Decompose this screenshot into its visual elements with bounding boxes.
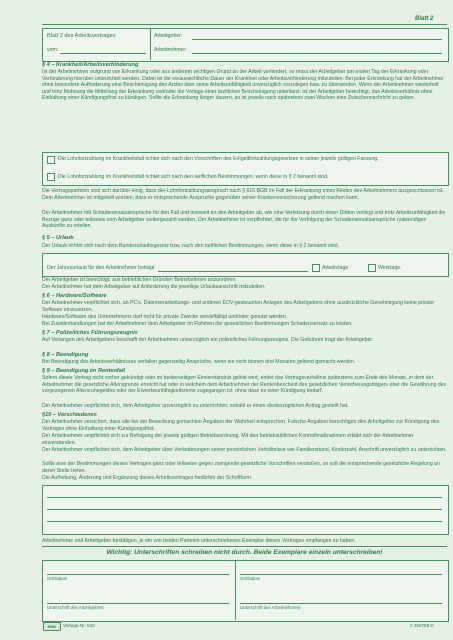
option-entgeltfortzahlung-checkbox[interactable]	[47, 156, 55, 164]
section-10-p3: Der Arbeitnehmer verpflichtet sich, dem Arbeitgeber über Veränderungen seiner persönlichen Verhältnisse wie Familienstand, Kinderzahl, Anschrift unverzüglich zu unterrichten.	[42, 447, 447, 453]
jahresurlaub-label: Der Jahresurlaub für den Arbeitnehmer beträgt	[47, 265, 155, 271]
option-tariflich-checkbox[interactable]	[47, 173, 55, 181]
arbeitstage-checkbox[interactable]	[312, 264, 320, 272]
section-7-heading: § 7 – Polizeiliches Führungszeugnis	[42, 330, 138, 336]
additional-agreements-box[interactable]	[42, 485, 449, 535]
additional-line-3	[47, 521, 442, 522]
werktage-checkbox[interactable]	[368, 264, 376, 272]
verlag-number: Verlags-Nr. 542	[63, 623, 95, 628]
ort-datum-ag-field[interactable]	[47, 574, 229, 575]
section-8-heading: § 8 – Beendigung	[42, 352, 89, 358]
publisher-logo	[43, 622, 61, 631]
top-rule	[42, 24, 447, 25]
section-5-p2: Der Arbeitgeber ist berechtigt, aus betrieblichen Gründen Betriebsferien anzuordnen.	[42, 277, 237, 283]
signature-an-label: Unterschrift des Arbeitnehmers	[240, 605, 301, 610]
ort-datum-an-label: Ort/Datum	[240, 576, 261, 581]
arbeitgeber-field[interactable]	[192, 39, 442, 40]
section-4-p2: Die Vertragsparteien sind sich darüber einig, dass der Lohnfortzahlungsanspruch nach § 616 BGB im Fall der Erkrankung eines Kindes des Arbeitnehmers ausgeschlossen ist. Dem Arbeitnehmer ist mitgeteilt worden, dass er entsprechende Ansprüche gegenüber seiner Krankenversicherung geltend machen kann.	[42, 188, 444, 201]
arbeitnehmer-field[interactable]	[192, 53, 442, 54]
blatt-number: Blatt 2	[415, 16, 434, 22]
arbeitnehmer-label: Arbeitnehmer:	[154, 47, 187, 53]
section-6-heading: § 6 – Hardware/Software	[42, 293, 107, 299]
section-5-p1: Der Urlaub richtet sich nach dem Bundesurlaubsgesetz bzw. nach den tariflichen Bestimmungen, wenn diese in § 2 benannt sind.	[42, 243, 340, 249]
ort-datum-ag-label: Ort/Datum	[47, 576, 68, 581]
section-6-p1: Der Arbeitnehmer verpflichtet sich, an PC's, Datenverarbeitungs- und anderen EDV-gesteuerten Anlagen des Arbeitgebers ohne ausdrückliche Genehmigung keine private Software einzusetzen.	[42, 300, 434, 313]
section-9-p2: Der Arbeitnehmer verpflichtet sich, dem Arbeitgeber unverzüglich zu unterrichten, sobald er einen diesbezüglichen Antrag gestellt hat.	[42, 403, 349, 409]
arbeitstage-label: Arbeitstage	[322, 265, 349, 271]
section-8-p1: Bei Beendigung des Arbeitsverhältnisses verfallen gegenseitig Ansprüche, wenn sie nicht binnen drei Monaten geltend gemacht werden.	[42, 359, 356, 365]
section-6-p3: Bei Zuwiderhandlungen hat der Arbeitnehmer dem Arbeitgeber im Rahmen der gesetzlichen Bestimmungen Schadensersatz zu leisten.	[42, 321, 353, 327]
section-4-p1: Ist der Arbeitnehmer aufgrund von Erkrankung oder aus anderem wichtigen Grund an der Arbeit verhindert, so muss der Arbeitgeber am ersten Tag der Erkrankung oder Verhinderung hierüber unterrichtet werden. Dabei ist die voraussichtliche Dauer der Krankheit oder Arbeitsverhinderung mitzuteilen. Bei jeder Erkrankung hat der Arbeitnehmer ohne besondere Aufforderung eine Bescheinigung des Arztes über seine Arbeitsunfähigkeit unverzüglich vorzulegen bzw. zu übersenden. Wenn der Arbeitnehmer wiederholt und trotz Mahnung die Mitteilung der Erkrankung und/oder die Vorlage einer ärztlichen Bescheinigung unterlässt, ist der Arbeitgeber berechtigt, das Arbeitsverhältnis ohne Einhaltung einer Kündigungsfrist zu kündigen. Sollte die Erkrankung länger dauern, so ist jeweils nach spätestens zwei Wochen eine Zwischennachricht zu geben.	[42, 69, 444, 102]
publisher-logo-text: RNK	[47, 624, 57, 629]
section-7-p1: Auf Verlangen des Arbeitgebers beschafft der Arbeitnehmer unverzüglich ein polizeiliches Führungszeugnis. Die Gebühren trägt der Arbeitgeber.	[42, 337, 374, 343]
section-10-p2: Der Arbeitnehmer verpflichtet sich zur Befolgung der jeweils gültigen Betriebsordnung. Mit den betriebsüblichen Kontrollmaßnahmen erklärt sich der Arbeitnehmer einverstanden.	[42, 433, 414, 446]
section-10-heading: §10 – Verschiedenes	[42, 412, 97, 418]
additional-line-2	[47, 509, 442, 510]
signature-box	[42, 560, 449, 622]
vom-field[interactable]	[60, 53, 146, 54]
section-10-p4: Sollte eine der Bestimmungen dieses Vertrages ganz oder teilweise gegen zwingende gesetzliche Vorschriften verstoßen, so soll die entsprechende gesetzliche Regelung an deren Stelle treten.	[42, 461, 440, 474]
signature-ag-field[interactable]	[47, 603, 229, 604]
signature-ag-label: Unterschrift des Arbeitgebers	[47, 605, 104, 610]
section-10-p1: Der Arbeitnehmer versichert, dass alle bei der Bewerbung gemachten Angaben der Wahrheit entsprechen. Falsche Angaben berechtigen den Arbeitgeber zur Kündigung des Vertrages ohne Einhaltung einer Kündigungsfrist.	[42, 419, 440, 432]
header-divider	[150, 28, 151, 60]
sheet-title: Blatt 2 des Arbeitsvertrages	[47, 33, 116, 39]
werktage-label: Werktage.	[378, 265, 402, 271]
signature-divider	[235, 560, 236, 620]
vacation-days-field[interactable]	[158, 271, 308, 272]
option-entgeltfortzahlung-text: Die Lohnfortzahlung im Krankheitsfall richtet sich nach den Vorschriften des Entgeltfortzahlungsgesetzes in seiner jeweils gültigen Fassung.	[58, 156, 379, 162]
section-10-p5: Die Aufhebung, Änderung und Ergänzung dieses Arbeitsvertrages bedürfen der Schriftform.	[42, 475, 253, 481]
vom-label: vom:	[47, 47, 59, 53]
section-9-p1: Sofern dieser Vertrag nicht vorher gekündigt oder im beiderseitigen Einverständnis gelöst wird, endet das Vertragsverhältnis spätestens zum Ende des Monats, in dem der Arbeitnehmer die gesetzliche Altersgrenze erreicht hat oder in welchem dem Arbeitnehmer der Rentenbescheid des gesetzlichen Versicherungsträgers über die Gewährung des vorgezogenen Altersruhegeldes oder der Erwerbsunfähigkeitsrente zugegangen ist, ohne dass es einer Kündigung bedarf.	[42, 375, 447, 395]
section-4-heading: § 4 – Krankheit/Arbeitsverhinderung	[42, 62, 139, 68]
ort-datum-an-field[interactable]	[240, 574, 442, 575]
barcode-number: 3 456789 D	[410, 623, 434, 628]
section-5-p3: Der Arbeitnehmer hat dem Arbeitgeber auf Anforderung die jeweilige Urlaubsanschrift mitzuteilen.	[42, 284, 266, 290]
additional-line-1	[47, 497, 442, 498]
arbeitgeber-label: Arbeitgeber:	[154, 33, 183, 39]
signature-an-field[interactable]	[240, 603, 442, 604]
section-6-p2: Hardware/Software des Unternehmens darf nicht für private Zwecke vervielfältigt und/oder genutzt werden.	[42, 314, 288, 320]
warning-rule-top	[42, 546, 447, 547]
exemplar-confirmation: Arbeitnehmer und Arbeitgeber bestätigen, je ein von beiden Parteien unterschriebenes Exemplar dieses Vertrages empfangen zu haben.	[42, 538, 356, 544]
section-9-heading: § 9 – Beendigung im Rentenfall	[42, 368, 125, 374]
section-5-heading: § 5 – Urlaub	[42, 235, 74, 241]
section-4-p3: Der Arbeitnehmer tritt Schadenersatzansprüche für den Fall und insoweit an den Arbeitgeber ab, wie eine Verletzung durch einen Dritten vorliegt und trotz Arbeitsunfähigkeit die Bezüge ganz oder teilweise vom Arbeitgeber weitergezahlt werden. Der Arbeitnehmer ist verpflichtet, die für die Verfolgung der Schadensersatzansprüche notwendigen Auskünfte zu erteilen.	[42, 210, 446, 230]
signature-warning: Wichtig: Unterschriften schreiben nicht durch. Beide Exemplare einzeln unterschreiben!	[106, 549, 383, 556]
option-tariflich-text: Die Lohnfortzahlung im Krankheitsfall richtet sich nach den tariflichen Bestimmungen, wenn diese in § 2 benannt sind.	[58, 174, 329, 180]
